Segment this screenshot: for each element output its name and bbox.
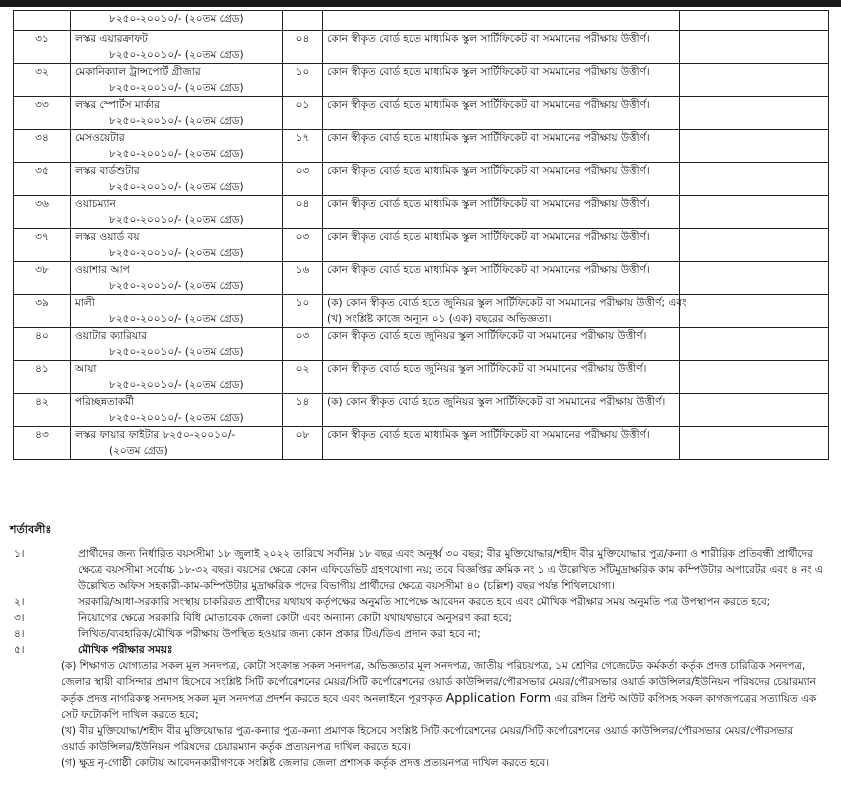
pay-scale: ৮২৫০-২০০১০/- (২০তম গ্রেড) <box>109 82 244 94</box>
serial-cell <box>14 11 71 31</box>
serial-cell: ৩৬ <box>14 196 71 229</box>
post-cell <box>71 196 283 229</box>
count-cell: ১৪ <box>283 394 323 427</box>
qualification-line: কোন স্বীকৃত বোর্ড হতে মাধ্যমিক স্কুল সার্টিফিকেট বা সমমানের পরীক্ষায় উত্তীর্ণ। <box>327 99 650 111</box>
term-line: উল্লেখিত অফিস সহকারী-কাম-কম্পিউটার মুদ্রাক্ষরিক পদের বিভাগীয় প্রার্থীদের ক্ষেত্রে বয়সসীমা ৪০ (চল্লিশ) বছর পর্যন্ত শিথিলযোগ্য। <box>78 580 615 592</box>
qualification-cell <box>323 64 680 97</box>
term-number: ৫। <box>14 644 25 656</box>
pay-scale: ৮২৫০-২০০১০/- (২০তম গ্রেড) <box>109 115 244 127</box>
term-item <box>10 546 835 594</box>
qualification-cell <box>323 11 680 31</box>
serial-cell: ৪১ <box>14 361 71 394</box>
term-5-sub-a <box>10 658 835 723</box>
posts-table-body <box>14 11 829 460</box>
qualification-line: কোন স্বীকৃত বোর্ড হতে জুনিয়র স্কুল সার্টিফিকেট বা সমমানের পরীক্ষায় উত্তীর্ণ। <box>327 363 647 375</box>
table-row <box>14 31 829 64</box>
count-cell: ০৪ <box>283 31 323 64</box>
table-row <box>14 394 829 427</box>
count-cell: ১৬ <box>283 262 323 295</box>
remarks-cell <box>680 11 829 31</box>
remarks-cell <box>680 394 829 427</box>
qualification-cell <box>323 262 680 295</box>
remarks-cell <box>680 427 829 460</box>
term-line: জেলার স্থায়ী বাসিন্দার প্রমাণ হিসেবে সংশ্লিষ্ট সিটি কর্পোরেশনের মেয়র/সিটি কর্পোরেশনের ওয়ার্ড কাউন্সিলর/পৌরসভার মেয়র/পৌরসভার ওয়ার্ড কাউন্সিলর/ইউনিয়ন পরিষদের চেয়ারম্যান <box>61 676 816 688</box>
term-line: নিয়োগের ক্ষেত্রে সরকারি বিধি মোতাবেক জেলা কোটা এবং অন্যান্য কোটা যথাযথভাবে অনুসরণ করা হবে; <box>78 612 513 624</box>
remarks-cell <box>680 229 829 262</box>
pay-scale: ৮২৫০-২০০১০/- (২০তম গ্রেড) <box>109 214 244 226</box>
pay-scale: ৮২৫০-২০০১০/- (২০তম গ্রেড) <box>109 346 244 358</box>
term-5-sub-b <box>10 723 835 755</box>
qualification-cell <box>323 196 680 229</box>
pay-scale: ৮২৫০-২০০১০/- (২০তম গ্রেড) <box>109 49 244 61</box>
pay-scale: ৮২৫০-২০০১০/- (২০তম গ্রেড) <box>109 13 244 25</box>
terms-section <box>10 521 835 771</box>
serial-cell: ৪৩ <box>14 427 71 460</box>
qualification-cell <box>323 31 680 64</box>
term-line <box>61 690 835 707</box>
count-cell: ১০ <box>283 295 323 328</box>
qualification-line: কোন স্বীকৃত বোর্ড হতে মাধ্যমিক স্কুল সার্টিফিকেট বা সমমানের পরীক্ষায় উত্তীর্ণ। <box>327 264 650 276</box>
post-cell <box>71 64 283 97</box>
qualification-cell <box>323 97 680 130</box>
post-name: মালী <box>75 297 95 309</box>
serial-cell: ৩৫ <box>14 163 71 196</box>
qualification-cell <box>323 394 680 427</box>
qualification-line: কোন স্বীকৃত বোর্ড হতে জুনিয়র স্কুল সার্টিফিকেট বা সমমানের পরীক্ষায় উত্তীর্ণ। <box>327 330 647 342</box>
remarks-cell <box>680 130 829 163</box>
post-cell <box>71 262 283 295</box>
qualification-cell <box>323 130 680 163</box>
count-cell: ০৮ <box>283 427 323 460</box>
term-text: এর রঙ্গিন প্রিন্ট আউট কপিসহ সকল কাগজপত্রের সত্যায়িত এক <box>554 693 817 705</box>
term-line: সেট ফটোকপি দাখিল করতে হবে; <box>61 709 199 721</box>
post-name: ওয়াটার ক্যারিয়ার <box>75 330 148 342</box>
serial-cell: ৩৭ <box>14 229 71 262</box>
post-name: লস্কর ওয়ার্ড বয় <box>75 231 140 243</box>
term-number: ৪। <box>14 628 25 640</box>
serial-cell: ৩৯ <box>14 295 71 328</box>
remarks-cell <box>680 163 829 196</box>
remarks-cell <box>680 328 829 361</box>
qualification-cell <box>323 328 680 361</box>
posts-table <box>13 10 829 460</box>
table-row <box>14 262 829 295</box>
qualification-line: কোন স্বীকৃত বোর্ড হতে মাধ্যমিক স্কুল সার্টিফিকেট বা সমমানের পরীক্ষায় উত্তীর্ণ। <box>327 231 650 243</box>
post-name: আয়া <box>75 363 97 375</box>
remarks-cell <box>680 295 829 328</box>
term-text <box>78 642 835 658</box>
term-line: (গ) ক্ষুদ্র নৃ-গোষ্ঠী কোটায় আবেদনকারীগণকে সংশ্লিষ্ট জেলার জেলা প্রশাসক কর্তৃক প্রদত্ত প্রত্যয়নপত্র দাখিল করতে হবে। <box>61 757 550 769</box>
page-top-edge <box>0 0 841 7</box>
term-line: মৌখিক পরীক্ষার সময়ঃ <box>78 644 173 656</box>
post-cell <box>71 31 283 64</box>
serial-cell: ৪২ <box>14 394 71 427</box>
count-cell: ০১ <box>283 97 323 130</box>
post-cell <box>71 394 283 427</box>
term-line: প্রার্থীদের জন্য নির্ধারিত বয়সসীমা ১৮ জুলাই ২০২২ তারিখে সর্বনিম্ন ১৮ বছর এবং অনূর্ধ্ব ৩০ বছর; বীর মুক্তিযোদ্ধার/শহীদ বীর মুক্তিযোদ্ধার পুত্র/কন্যা ও শারীরিক প্রতিবন্ধী প্রার্থীদের <box>78 548 813 560</box>
post-cell <box>71 163 283 196</box>
term-item <box>10 626 835 642</box>
term-line: ক্ষেত্রে বয়সসীমা সর্বোচ্চ ১৮-৩২ বছর। বয়সের ক্ষেত্রে কোন এফিডেভিট গ্রহণযোগ্য নয়; তবে বিজ্ঞপ্তির ক্রমিক নং ১ এ উল্লেখিত সাঁটমুদ্রাক্ষরিক কাম কম্পিউটার অপারেটর এবং ৪ নং এ <box>78 564 823 576</box>
pay-scale: ৮২৫০-২০০১০/- (২০তম গ্রেড) <box>109 379 244 391</box>
term-line: সরকারি/আধা-সরকারি সংস্থায় চাকরিরত প্রার্থীদের যথাযথ কর্তৃপক্ষের অনুমতি সাপেক্ষে আবেদন করতে হবে এবং মৌখিক পরীক্ষার সময় অনুমতি পত্র উপস্থাপন করতে হবে; <box>78 596 771 608</box>
qualification-cell <box>323 361 680 394</box>
term-item <box>10 594 835 610</box>
count-cell: ১৭ <box>283 130 323 163</box>
serial-cell: ৩৩ <box>14 97 71 130</box>
qualification-cell <box>323 229 680 262</box>
pay-scale: ৮২৫০-২০০১০/- (২০তম গ্রেড) <box>109 280 244 292</box>
table-row <box>14 163 829 196</box>
term-text <box>78 546 835 594</box>
term-5-sub-c <box>10 755 835 771</box>
post-cell <box>71 295 283 328</box>
term-line: ওয়ার্ড কাউন্সিলর/ইউনিয়ন পরিষদের চেয়ারম্যান কর্তৃক প্রত্যয়নপত্র দাখিল করতে হবে। <box>61 741 411 753</box>
serial-cell: ৩৮ <box>14 262 71 295</box>
table-row <box>14 427 829 460</box>
terms-list <box>10 546 835 658</box>
post-cell <box>71 130 283 163</box>
qualification-cell <box>323 427 680 460</box>
qualification-cell <box>323 163 680 196</box>
count-cell: ০৩ <box>283 229 323 262</box>
post-cell <box>71 229 283 262</box>
term-number: ১। <box>14 548 25 560</box>
pay-scale: ৮২৫০-২০০১০/- (২০তম গ্রেড) <box>109 412 244 424</box>
terms-title: শর্তাবলীঃ <box>10 523 52 536</box>
table-row <box>14 11 829 31</box>
remarks-cell <box>680 262 829 295</box>
pay-scale: ৮২৫০-২০০১০/- (২০তম গ্রেড) <box>109 247 244 259</box>
post-name: পরিচ্ছন্নতাকর্মী <box>75 396 134 408</box>
qualification-cell <box>323 295 687 328</box>
table-row <box>14 64 829 97</box>
qualification-line: (ক) কোন স্বীকৃত বোর্ড হতে জুনিয়র স্কুল সার্টিফিকেট বা সমমানের পরীক্ষায় উত্তীর্ণ। <box>327 396 666 408</box>
term-line: (ক) শিক্ষাগত যোগ্যতার সকল মূল সনদপত্র, কোটা সংক্রান্ত সকল সনদপত্র, অভিজ্ঞতার মূল সনদপত্র, জাতীয় পরিচয়পত্র, ১ম শ্রেণির গেজেটেড কর্মকর্তা কর্তৃক প্রদত্ত চারিত্রিক সনদপত্র, <box>61 660 806 672</box>
qualification-line: (খ) সংশ্লিষ্ট কাজে অন্যূন ০১ (এক) বছরের অভিজ্ঞতা। <box>327 313 552 325</box>
qualification-line: কোন স্বীকৃত বোর্ড হতে মাধ্যমিক স্কুল সার্টিফিকেট বা সমমানের পরীক্ষায় উত্তীর্ণ। <box>327 429 650 441</box>
remarks-cell <box>680 97 829 130</box>
qualification-line: কোন স্বীকৃত বোর্ড হতে মাধ্যমিক স্কুল সার্টিফিকেট বা সমমানের পরীক্ষায় উত্তীর্ণ। <box>327 198 650 210</box>
count-cell <box>283 11 323 31</box>
table-row <box>14 328 829 361</box>
serial-cell: ৩২ <box>14 64 71 97</box>
serial-cell: ৪০ <box>14 328 71 361</box>
term-number: ২। <box>14 596 25 608</box>
pay-scale: ৮২৫০-২০০১০/- (২০তম গ্রেড) <box>109 148 244 160</box>
post-cell <box>71 427 283 460</box>
application-form-text: Application Form <box>445 690 552 705</box>
count-cell: ০৩ <box>283 163 323 196</box>
count-cell: ০৩ <box>283 328 323 361</box>
table-row <box>14 229 829 262</box>
count-cell: ০২ <box>283 361 323 394</box>
pay-scale: ৮২৫০-২০০১০/- (২০তম গ্রেড) <box>109 181 244 193</box>
qualification-line: কোন স্বীকৃত বোর্ড হতে মাধ্যমিক স্কুল সার্টিফিকেট বা সমমানের পরীক্ষায় উত্তীর্ণ। <box>327 165 650 177</box>
term-item <box>10 610 835 626</box>
post-name: ওয়াচম্যান <box>75 198 116 210</box>
post-cell <box>71 328 283 361</box>
term-number: ৩। <box>14 612 25 624</box>
qualification-line: কোন স্বীকৃত বোর্ড হতে মাধ্যমিক স্কুল সার্টিফিকেট বা সমমানের পরীক্ষায় উত্তীর্ণ। <box>327 66 650 78</box>
remarks-cell <box>680 31 829 64</box>
post-name: মেকানিক্যাল ট্রান্সপোর্ট গ্রীজার <box>75 66 201 78</box>
remarks-cell <box>680 361 829 394</box>
term-text: কর্তৃক প্রদত্ত নাগরিকত্ব সনদসহ সকল মূল সনদপত্র প্রদর্শন করতে হবে এবং অনলাইনে পূরণকৃত <box>61 693 443 705</box>
serial-cell: ৩৪ <box>14 130 71 163</box>
table-row <box>14 97 829 130</box>
qualification-line: কোন স্বীকৃত বোর্ড হতে মাধ্যমিক স্কুল সার্টিফিকেট বা সমমানের পরীক্ষায় উত্তীর্ণ। <box>327 33 650 45</box>
pay-scale: ৮২৫০-২০০১০/- (২০তম গ্রেড) <box>109 313 244 325</box>
table-row <box>14 295 829 328</box>
post-name: ওয়াশার আপ <box>75 264 130 276</box>
post-cell <box>71 361 283 394</box>
post-cell <box>71 11 283 31</box>
table-row <box>14 130 829 163</box>
post-name: লস্কর বার্ডশুটার <box>75 165 140 177</box>
serial-cell: ৩১ <box>14 31 71 64</box>
term-text <box>78 594 835 610</box>
term-text <box>78 610 835 626</box>
term-line: লিখিত/ব্যবহারিক/মৌখিক পরীক্ষায় উপস্থিত হওয়ার জন্য কোন প্রকার টিএ/ডিএ প্রদান করা হবে না; <box>78 628 481 640</box>
term-item <box>10 642 835 658</box>
qualification-line: কোন স্বীকৃত বোর্ড হতে মাধ্যমিক স্কুল সার্টিফিকেট বা সমমানের পরীক্ষায় উত্তীর্ণ। <box>327 132 650 144</box>
table-row <box>14 361 829 394</box>
pay-scale: (২০তম গ্রেড) <box>109 445 168 457</box>
table-row <box>14 196 829 229</box>
term-text <box>78 626 835 642</box>
post-name: লস্কর এয়ারক্রাফট <box>75 33 148 45</box>
post-cell <box>71 97 283 130</box>
term-line: (খ) বীর মুক্তিযোদ্ধা/শহীদ বীর মুক্তিযোদ্ধার পুত্র-কন্যার পুত্র-কন্যা প্রমাণক হিসেবে সংশ্লিষ্ট সিটি কর্পোরেশনের মেয়র/সিটি কর্পোরেশনের ওয়ার্ড কাউন্সিলর/পৌরসভার মেয়র/পৌরসভার <box>61 725 794 737</box>
count-cell: ১০ <box>283 64 323 97</box>
remarks-cell <box>680 64 829 97</box>
post-name: মেসওয়েটার <box>75 132 125 144</box>
count-cell: ০৪ <box>283 196 323 229</box>
post-name: লস্কর ফায়ার ফাইটার ৮২৫০-২০০১০/- <box>75 429 236 441</box>
qualification-line: (ক) কোন স্বীকৃত বোর্ড হতে জুনিয়র স্কুল সার্টিফিকেট বা সমমানের পরীক্ষায় উত্তীর্ণ; এবং <box>327 297 687 309</box>
remarks-cell <box>680 196 829 229</box>
post-name: লস্কর স্পোর্টস মার্কার <box>75 99 160 111</box>
